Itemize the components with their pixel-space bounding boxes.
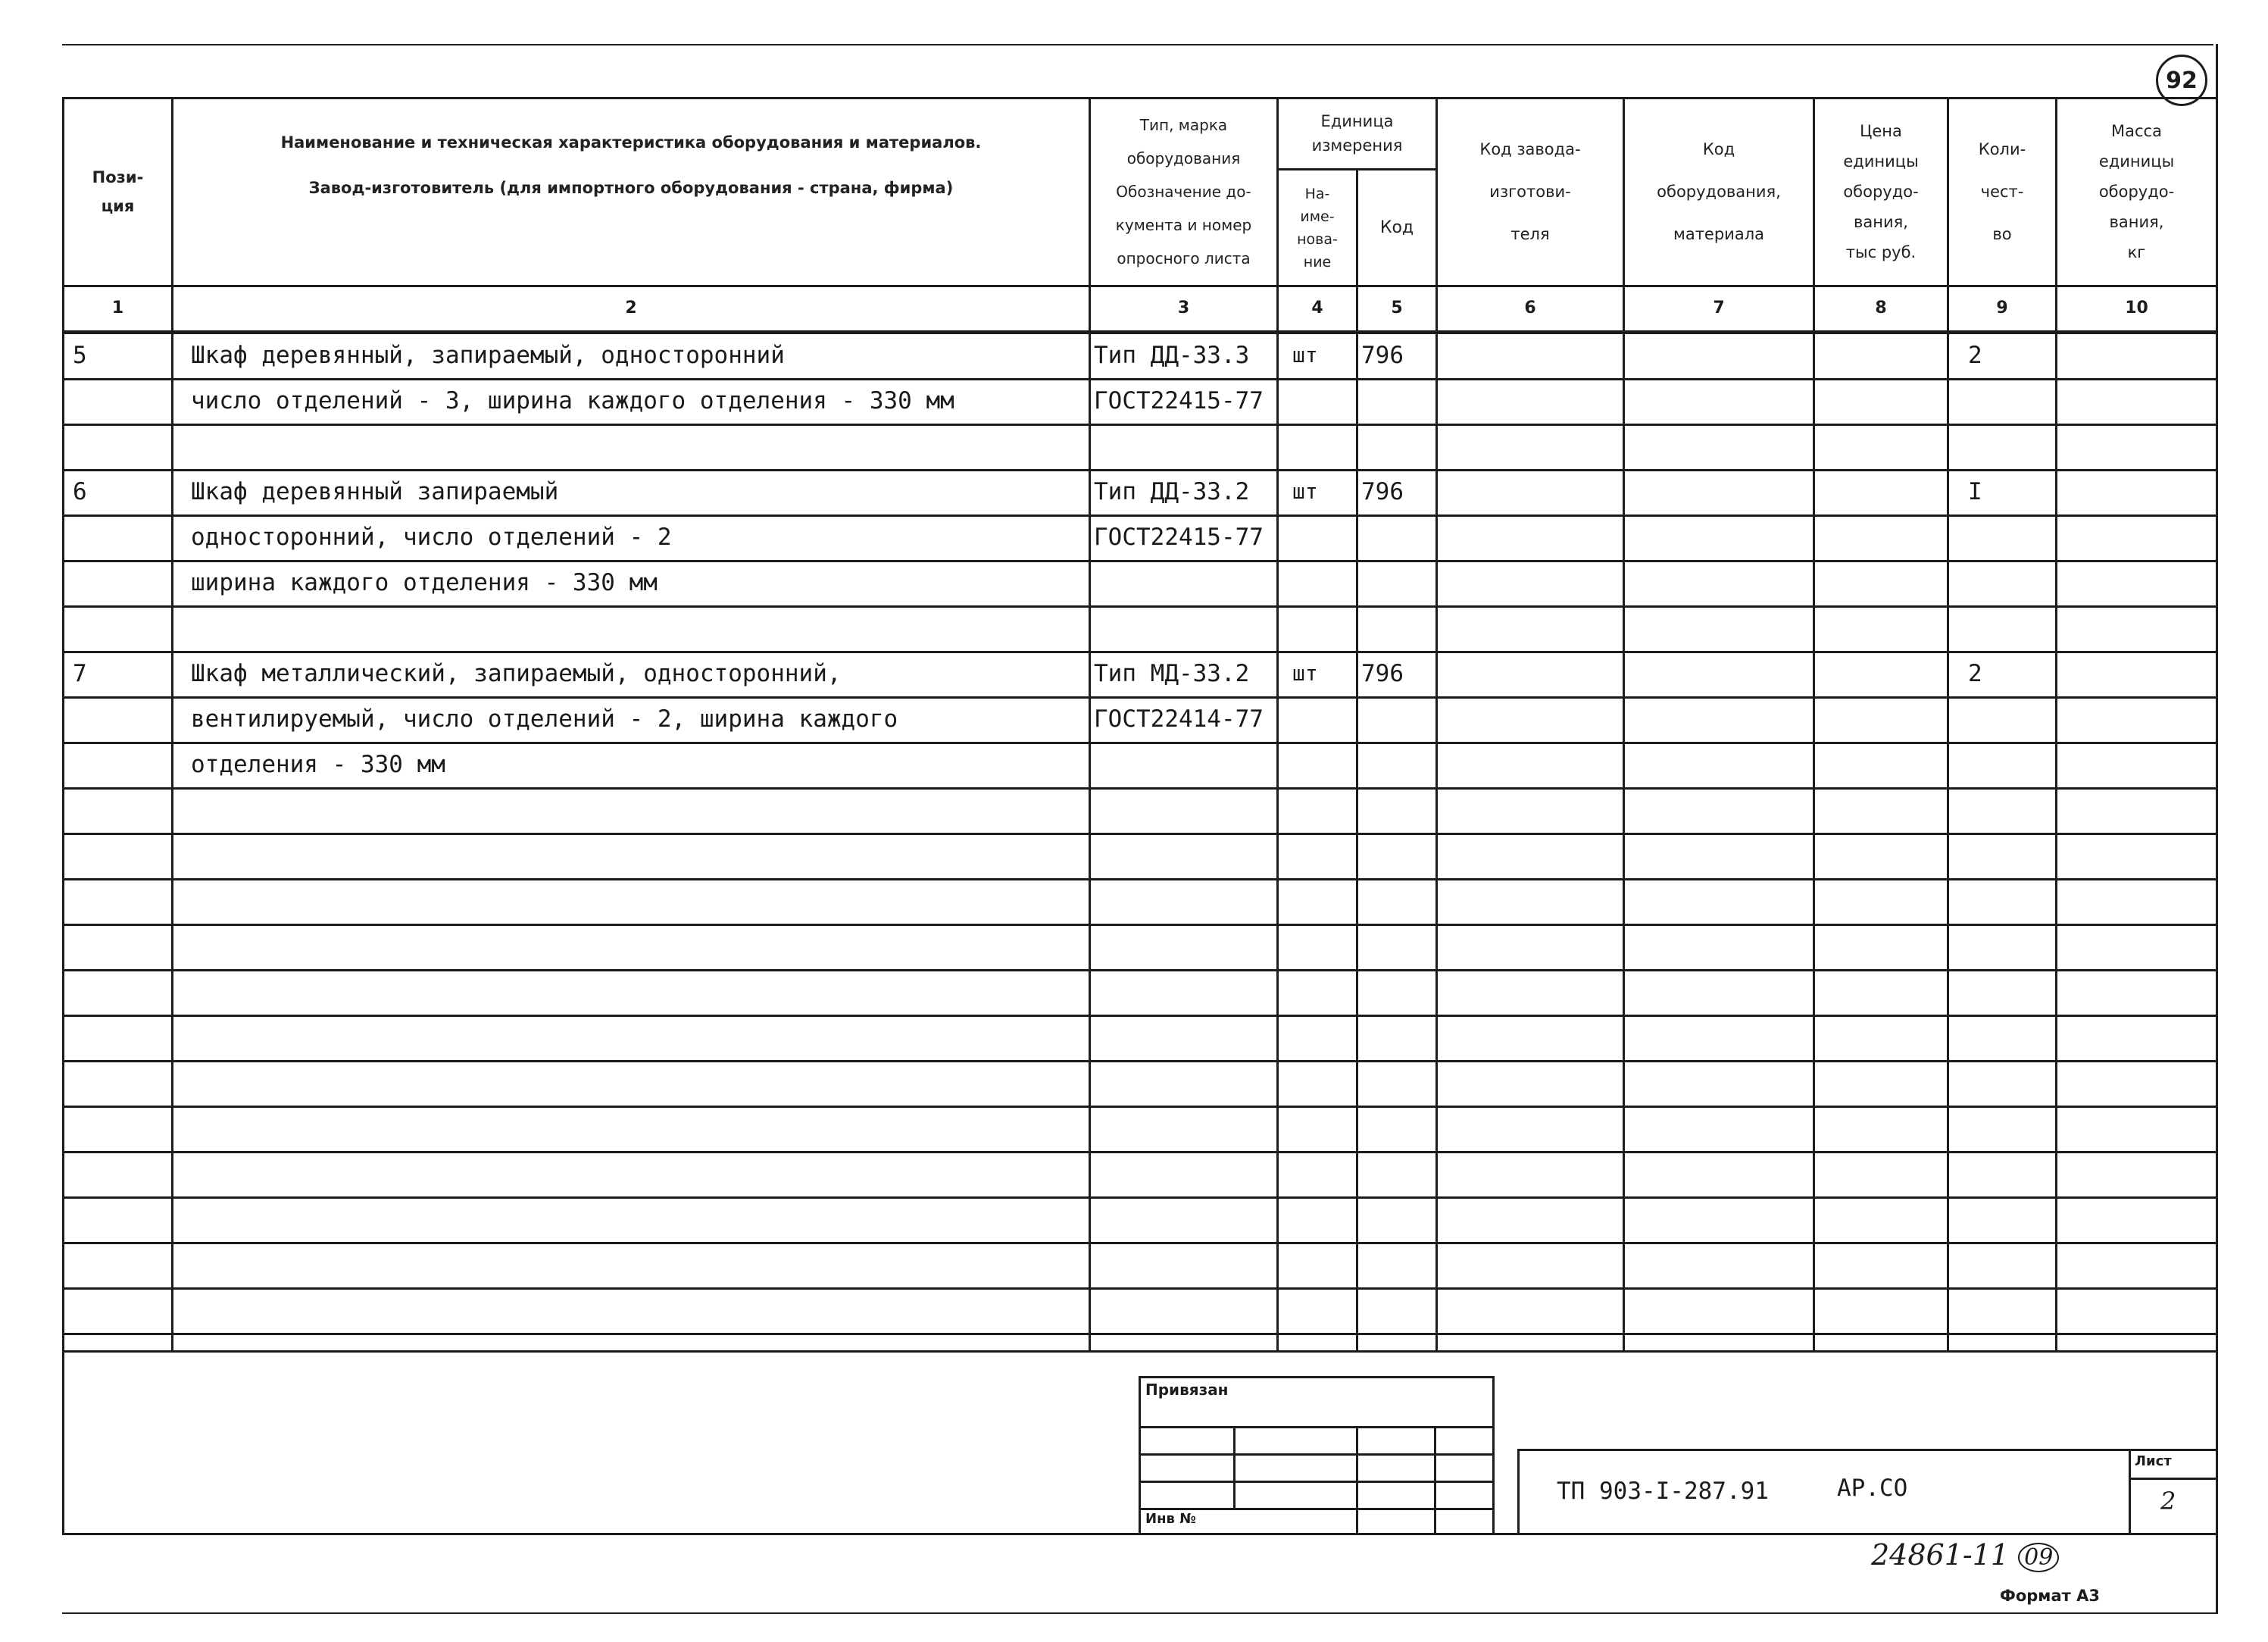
cell-name: Шкаф металлический, запираемый, односторонний, (191, 660, 842, 687)
cell-name: Шкаф деревянный запираемый (191, 478, 559, 505)
linked-stamp-vline-1 (1233, 1426, 1236, 1508)
table-row-line (62, 1151, 2218, 1153)
title-block-sheet-line (2129, 1478, 2218, 1480)
cell-position: 5 (73, 342, 87, 369)
cell-code: 796 (1361, 478, 1404, 505)
table-row-line (62, 1060, 2218, 1062)
cell-quantity: 2 (1968, 342, 1982, 369)
format-label: Формат А3 (2000, 1587, 2100, 1605)
colnum-4: 4 (1311, 298, 1323, 317)
header-unit-group: Единица измерения (1311, 112, 1403, 155)
linked-stamp-vline-2 (1356, 1426, 1358, 1535)
cell-code: 796 (1361, 660, 1404, 687)
header-position: Пози- ция (92, 168, 144, 215)
header-mass: Масса единицы оборудо- вания, кг (2098, 122, 2175, 261)
doc-code: АР.СО (1837, 1475, 1908, 1502)
cell-name: односторонний, число отделений - 2 (191, 524, 672, 551)
table-row-line (62, 787, 2218, 790)
sheet-number: 2 (2160, 1487, 2176, 1515)
header-unit-name: На- име- нова- ние (1297, 185, 1338, 271)
top-margin-line (62, 44, 2213, 45)
cell-position: 6 (73, 478, 87, 505)
header-price: Цена единицы оборудо- вания, тыс руб. (1843, 122, 1919, 261)
table-bottom-line (62, 1350, 2218, 1353)
cell-type: ГОСТ22415-77 (1094, 387, 1264, 414)
linked-stamp-line-4 (1139, 1508, 1495, 1510)
col-line-4 (1356, 168, 1358, 1350)
header-unit-code: Код (1379, 217, 1414, 237)
colnum-3: 3 (1177, 298, 1190, 317)
colnum-10: 10 (2125, 298, 2148, 317)
cell-unit: шт (1292, 479, 1318, 504)
table-row-line (62, 924, 2218, 926)
linked-stamp-vline-3 (1434, 1426, 1436, 1535)
cell-quantity: 2 (1968, 660, 1982, 687)
table-row-line (62, 424, 2218, 426)
table-row-line (62, 833, 2218, 835)
table-row-line (62, 1196, 2218, 1199)
table-row-line (62, 1333, 2218, 1335)
cell-type: ГОСТ22414-77 (1094, 705, 1264, 733)
header-quantity: Коли- чест- во (1978, 140, 2026, 243)
header-type: Тип, марка оборудования Обозначение до- кумента и номер опросного листа (1115, 116, 1252, 267)
cell-name: вентилируемый, число отделений - 2, ширина каждого (191, 705, 898, 733)
linked-stamp-line-1 (1139, 1426, 1495, 1428)
cell-name: Шкаф деревянный, запираемый, односторонний (191, 342, 785, 369)
table-row-line (62, 1242, 2218, 1244)
table-row-line (62, 605, 2218, 608)
sheet-label: Лист (2135, 1453, 2172, 1469)
cell-unit: шт (1292, 661, 1318, 686)
cell-name: число отделений - 3, ширина каждого отделения - 330 мм (191, 387, 954, 414)
cell-type: Тип МД-33.2 (1094, 660, 1250, 687)
header-name: Наименование и техническая характеристика оборудования и материалов. Завод-изготовитель (для импортного оборудования - страна, фирма) (280, 133, 982, 197)
colnum-2: 2 (625, 298, 637, 317)
colnum-8: 8 (1875, 298, 1887, 317)
table-row-line (62, 1015, 2218, 1017)
cell-unit: шт (1292, 342, 1318, 367)
header-equipment-code: Код оборудования, материала (1657, 140, 1781, 243)
designation: ТП 903-I-287.91 (1557, 1478, 1769, 1505)
cell-type: Тип ДД-33.3 (1094, 342, 1250, 369)
cell-code: 796 (1361, 342, 1404, 369)
cell-position: 7 (73, 660, 87, 687)
bottom-margin-line (62, 1612, 2218, 1614)
cell-name: ширина каждого отделения - 330 мм (191, 569, 658, 596)
colnum-7: 7 (1713, 298, 1725, 317)
title-block-sheet-divider (2129, 1449, 2131, 1535)
colnum-5: 5 (1391, 298, 1403, 317)
table-row-line (62, 1287, 2218, 1290)
page-number: 92 (2166, 67, 2198, 94)
header-factory-code: Код завода- изготови- теля (1479, 140, 1581, 243)
colnum-1: 1 (111, 298, 124, 317)
colnum-9: 9 (1996, 298, 2008, 317)
archive-suffix: 09 (2018, 1543, 2059, 1572)
table-row-line (62, 969, 2218, 971)
archive-number-value: 24861-11 (1871, 1538, 2010, 1572)
table-row-line (62, 1106, 2218, 1108)
table-row-line (62, 878, 2218, 880)
cell-type: ГОСТ22415-77 (1094, 524, 1264, 551)
linked-stamp-line-3 (1139, 1481, 1495, 1483)
right-margin-line (2216, 44, 2218, 1612)
cell-type: Тип ДД-33.2 (1094, 478, 1250, 505)
linked-label: Привязан (1145, 1381, 1229, 1399)
inv-label: Инв № (1145, 1511, 1196, 1527)
archive-number (1871, 1538, 2059, 1572)
colnum-6: 6 (1524, 298, 1536, 317)
linked-stamp-line-2 (1139, 1453, 1495, 1456)
cell-name: отделения - 330 мм (191, 751, 445, 778)
cell-quantity: I (1968, 478, 1982, 505)
